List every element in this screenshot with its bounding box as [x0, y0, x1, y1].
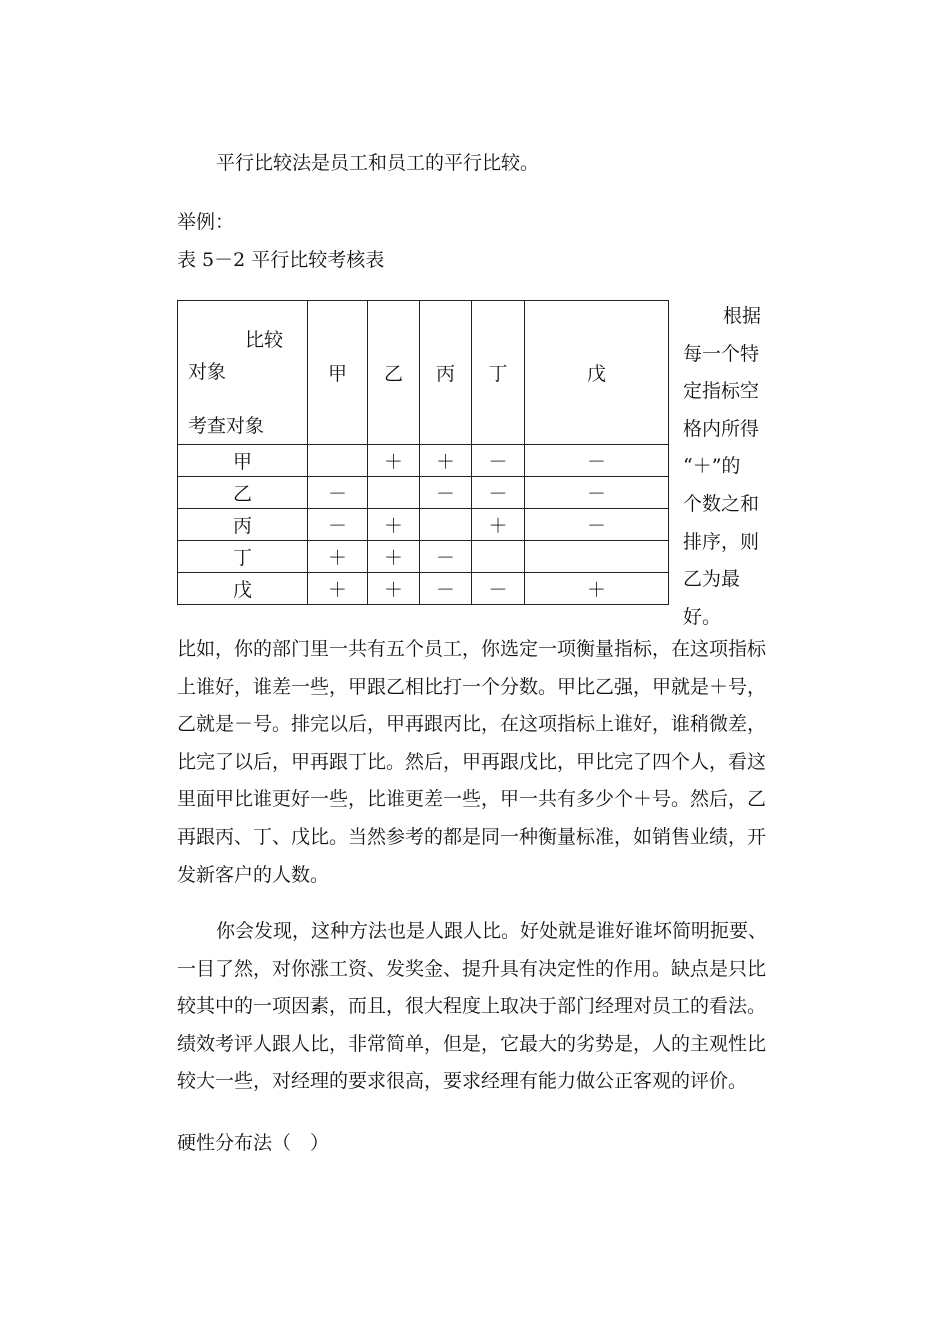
paragraph-line: 较大一些，对经理的要求很高，要求经理有能力做公正客观的评价。 — [177, 1070, 748, 1093]
table-cell: ＋ — [472, 509, 525, 541]
column-header: 戊 — [525, 301, 669, 445]
side-note-line: 排序，则 — [683, 530, 760, 553]
paragraph-line: 乙就是－号。排完以后，甲再跟丙比，在这项指标上谁好，谁稍微差， — [177, 713, 767, 736]
row-header: 甲 — [178, 445, 308, 477]
body-paragraph-evaluation — [177, 913, 777, 1101]
table-cell — [420, 509, 472, 541]
table-cell — [368, 477, 420, 509]
paragraph-line: 发新客户的人数。 — [177, 863, 330, 886]
paragraph-line: 上谁好，谁差一些，甲跟乙相比打一个分数。甲比乙强，甲就是＋号， — [177, 675, 767, 698]
table-cell: － — [308, 477, 368, 509]
header-diag-line2: 对象 — [188, 361, 227, 383]
table-cell: － — [472, 477, 525, 509]
column-header: 甲 — [308, 301, 368, 445]
table-cell: ＋ — [368, 573, 420, 605]
header-diag-line3: 考查对象 — [188, 415, 265, 437]
table-caption: 表 5－2 平行比较考核表 — [177, 249, 385, 271]
side-note-line: 格内所得 — [683, 417, 760, 440]
side-note-line: 个数之和 — [683, 492, 760, 515]
side-note-line: 每一个特 — [683, 342, 760, 365]
table-cell: － — [472, 445, 525, 477]
table-header-row — [178, 301, 669, 445]
table-cell: － — [308, 509, 368, 541]
side-note-line: 定指标空 — [683, 380, 760, 403]
paragraph-line: 较其中的一项因素，而且，很大程度上取决于部门经理对员工的看法。 — [177, 995, 767, 1018]
side-note-line: 乙为最 — [683, 568, 741, 591]
table-cell: － — [420, 573, 472, 605]
table-row — [178, 509, 669, 541]
column-header: 丙 — [420, 301, 472, 445]
paragraph-line: 一目了然，对你涨工资、发奖金、提升具有决定性的作用。缺点是只比 — [177, 957, 767, 980]
table-cell: ＋ — [368, 541, 420, 573]
table-cell: ＋ — [368, 445, 420, 477]
side-note-line: 根据 — [723, 305, 762, 327]
intro-paragraph: 平行比较法是员工和员工的平行比较。 — [216, 152, 540, 174]
table-row — [178, 541, 669, 573]
column-header: 乙 — [368, 301, 420, 445]
table-cell: － — [525, 509, 669, 541]
side-note-line: 好。 — [683, 605, 722, 628]
body-paragraph-example — [177, 631, 777, 894]
table-row — [178, 445, 669, 477]
table-cell: － — [472, 573, 525, 605]
table-cell: ＋ — [420, 445, 472, 477]
paragraph-line: 里面甲比谁更好一些，比谁更差一些，甲一共有多少个＋号。然后，乙 — [177, 788, 767, 811]
side-note-line: “＋”的 — [683, 455, 741, 478]
table-cell: ＋ — [308, 573, 368, 605]
row-header: 戊 — [178, 573, 308, 605]
table-cell: － — [525, 445, 669, 477]
table-cell: － — [525, 477, 669, 509]
row-header: 丙 — [178, 509, 308, 541]
table-row — [178, 477, 669, 509]
example-label: 举例： — [177, 211, 235, 233]
paragraph-line: 再跟丙、丁、戊比。当然参考的都是同一种衡量标准，如销售业绩，开 — [177, 825, 767, 848]
table-cell: － — [420, 477, 472, 509]
paragraph-line: 你会发现，这种方法也是人跟人比。好处就是谁好谁坏简明扼要、 — [216, 920, 768, 942]
header-diag-line1: 比较 — [245, 329, 284, 351]
section-heading-hard-distribution: 硬性分布法（ ） — [177, 1132, 330, 1154]
table-cell: ＋ — [308, 541, 368, 573]
row-header: 丁 — [178, 541, 308, 573]
table-cell — [308, 445, 368, 477]
table-row — [178, 573, 669, 605]
header-diagonal-cell — [178, 301, 308, 445]
paragraph-line: 绩效考评人跟人比，非常简单，但是，它最大的劣势是，人的主观性比 — [177, 1032, 767, 1055]
table-cell — [472, 541, 525, 573]
side-note — [683, 298, 767, 636]
row-header: 乙 — [178, 477, 308, 509]
paragraph-line: 比完了以后，甲再跟丁比。然后，甲再跟戊比，甲比完了四个人，看这 — [177, 750, 767, 773]
table-cell: ＋ — [525, 573, 669, 605]
table-cell: － — [420, 541, 472, 573]
table-cell: ＋ — [368, 509, 420, 541]
column-header: 丁 — [472, 301, 525, 445]
comparison-table — [177, 300, 669, 605]
paragraph-line: 比如，你的部门里一共有五个员工，你选定一项衡量指标，在这项指标 — [177, 638, 767, 660]
table-cell — [525, 541, 669, 573]
